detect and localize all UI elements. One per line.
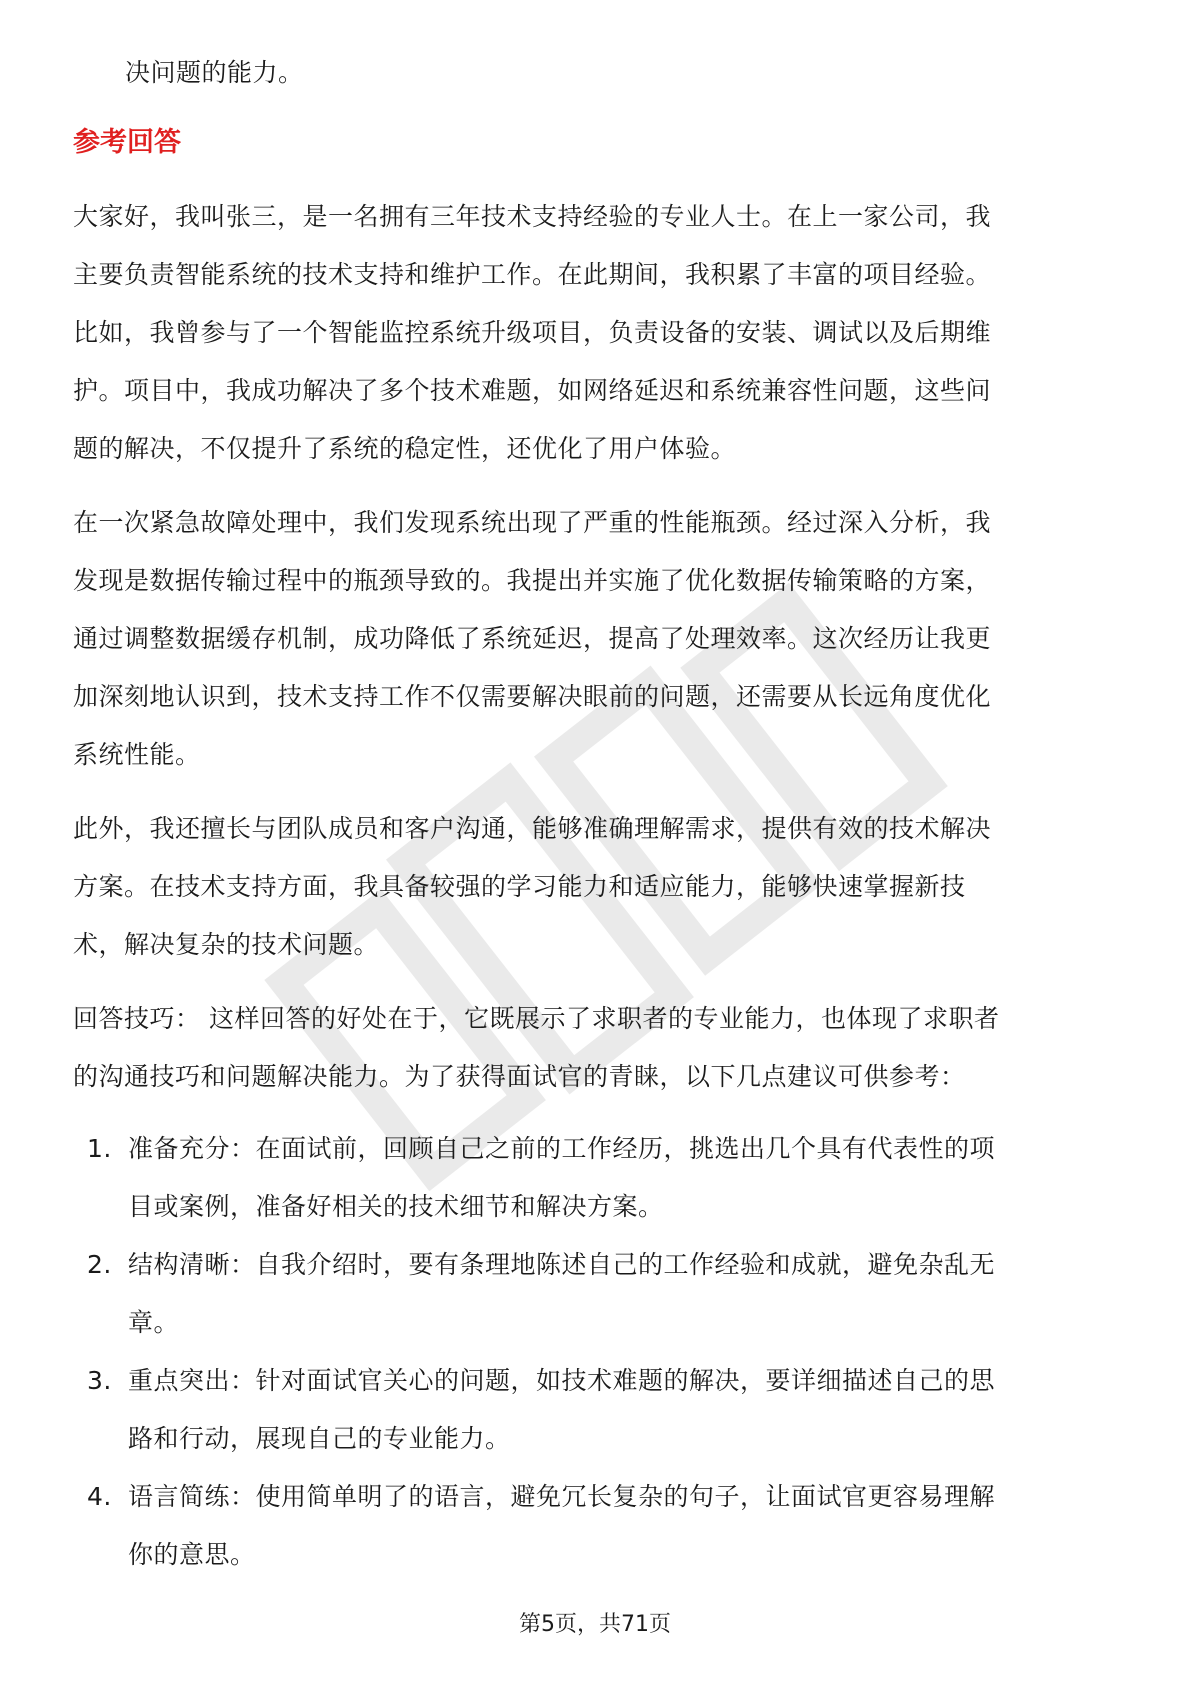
continuation-text: 决问题的能力。 (125, 58, 304, 87)
list-line: 语言简练：使用简单明了的语言，避免冗长复杂的句子，让面试官更容易理解 (128, 1482, 996, 1511)
list-item (73, 1120, 1123, 1236)
list-number: 3. (87, 1366, 112, 1395)
paragraph-line: 方案。在技术支持方面，我具备较强的学习能力和适应能力，能够快速掌握新技 (73, 872, 966, 901)
list-number: 4. (87, 1482, 112, 1511)
paragraph-3 (73, 800, 1123, 974)
paragraph-line: 回答技巧： 这样回答的好处在于，它既展示了求职者的专业能力，也体现了求职者 (73, 1004, 1000, 1033)
list-line: 目或案例，准备好相关的技术细节和解决方案。 (128, 1192, 664, 1221)
tips-list (73, 1120, 1123, 1584)
list-item (73, 1468, 1123, 1584)
paragraph-line: 主要负责智能系统的技术支持和维护工作。在此期间，我积累了丰富的项目经验。 (73, 260, 992, 289)
section-heading: 参考回答 (73, 127, 181, 158)
list-line: 准备充分：在面试前，回顾自己之前的工作经历，挑选出几个具有代表性的项 (128, 1134, 996, 1163)
paragraph-line: 系统性能。 (73, 740, 201, 769)
paragraph-1 (73, 188, 1123, 478)
list-item (73, 1236, 1123, 1352)
list-line: 路和行动，展现自己的专业能力。 (128, 1424, 511, 1453)
paragraph-line: 的沟通技巧和问题解决能力。为了获得面试官的青睐，以下几点建议可供参考： (73, 1062, 966, 1091)
list-line: 章。 (128, 1308, 180, 1337)
list-line: 重点突出：针对面试官关心的问题，如技术难题的解决，要详细描述自己的思 (128, 1366, 996, 1395)
page-content (73, 44, 1123, 1584)
paragraph-tips (73, 990, 1123, 1106)
paragraph-line: 此外，我还擅长与团队成员和客户沟通，能够准确理解需求，提供有效的技术解决 (73, 814, 992, 843)
paragraph-line: 护。项目中，我成功解决了多个技术难题，如网络延迟和系统兼容性问题，这些问 (73, 376, 992, 405)
page-number-footer: 第5页，共71页 (519, 1612, 671, 1637)
paragraph-line: 通过调整数据缓存机制，成功降低了系统延迟，提高了处理效率。这次经历让我更 (73, 624, 992, 653)
paragraph-line: 大家好，我叫张三，是一名拥有三年技术支持经验的专业人士。在上一家公司，我 (73, 202, 992, 231)
paragraph-line: 加深刻地认识到，技术支持工作不仅需要解决眼前的问题，还需要从长远角度优化 (73, 682, 992, 711)
list-item (73, 1352, 1123, 1468)
paragraph-line: 发现是数据传输过程中的瓶颈导致的。我提出并实施了优化数据传输策略的方案， (73, 566, 992, 595)
list-line: 你的意思。 (128, 1540, 256, 1569)
paragraph-line: 术，解决复杂的技术问题。 (73, 930, 380, 959)
list-line: 结构清晰：自我介绍时，要有条理地陈述自己的工作经验和成就，避免杂乱无 (128, 1250, 996, 1279)
list-number: 1. (87, 1134, 112, 1163)
paragraph-2 (73, 494, 1123, 784)
list-number: 2. (87, 1250, 112, 1279)
paragraph-line: 题的解决，不仅提升了系统的稳定性，还优化了用户体验。 (73, 434, 737, 463)
paragraph-line: 比如，我曾参与了一个智能监控系统升级项目，负责设备的安装、调试以及后期维 (73, 318, 992, 347)
paragraph-line: 在一次紧急故障处理中，我们发现系统出现了严重的性能瓶颈。经过深入分析，我 (73, 508, 992, 537)
